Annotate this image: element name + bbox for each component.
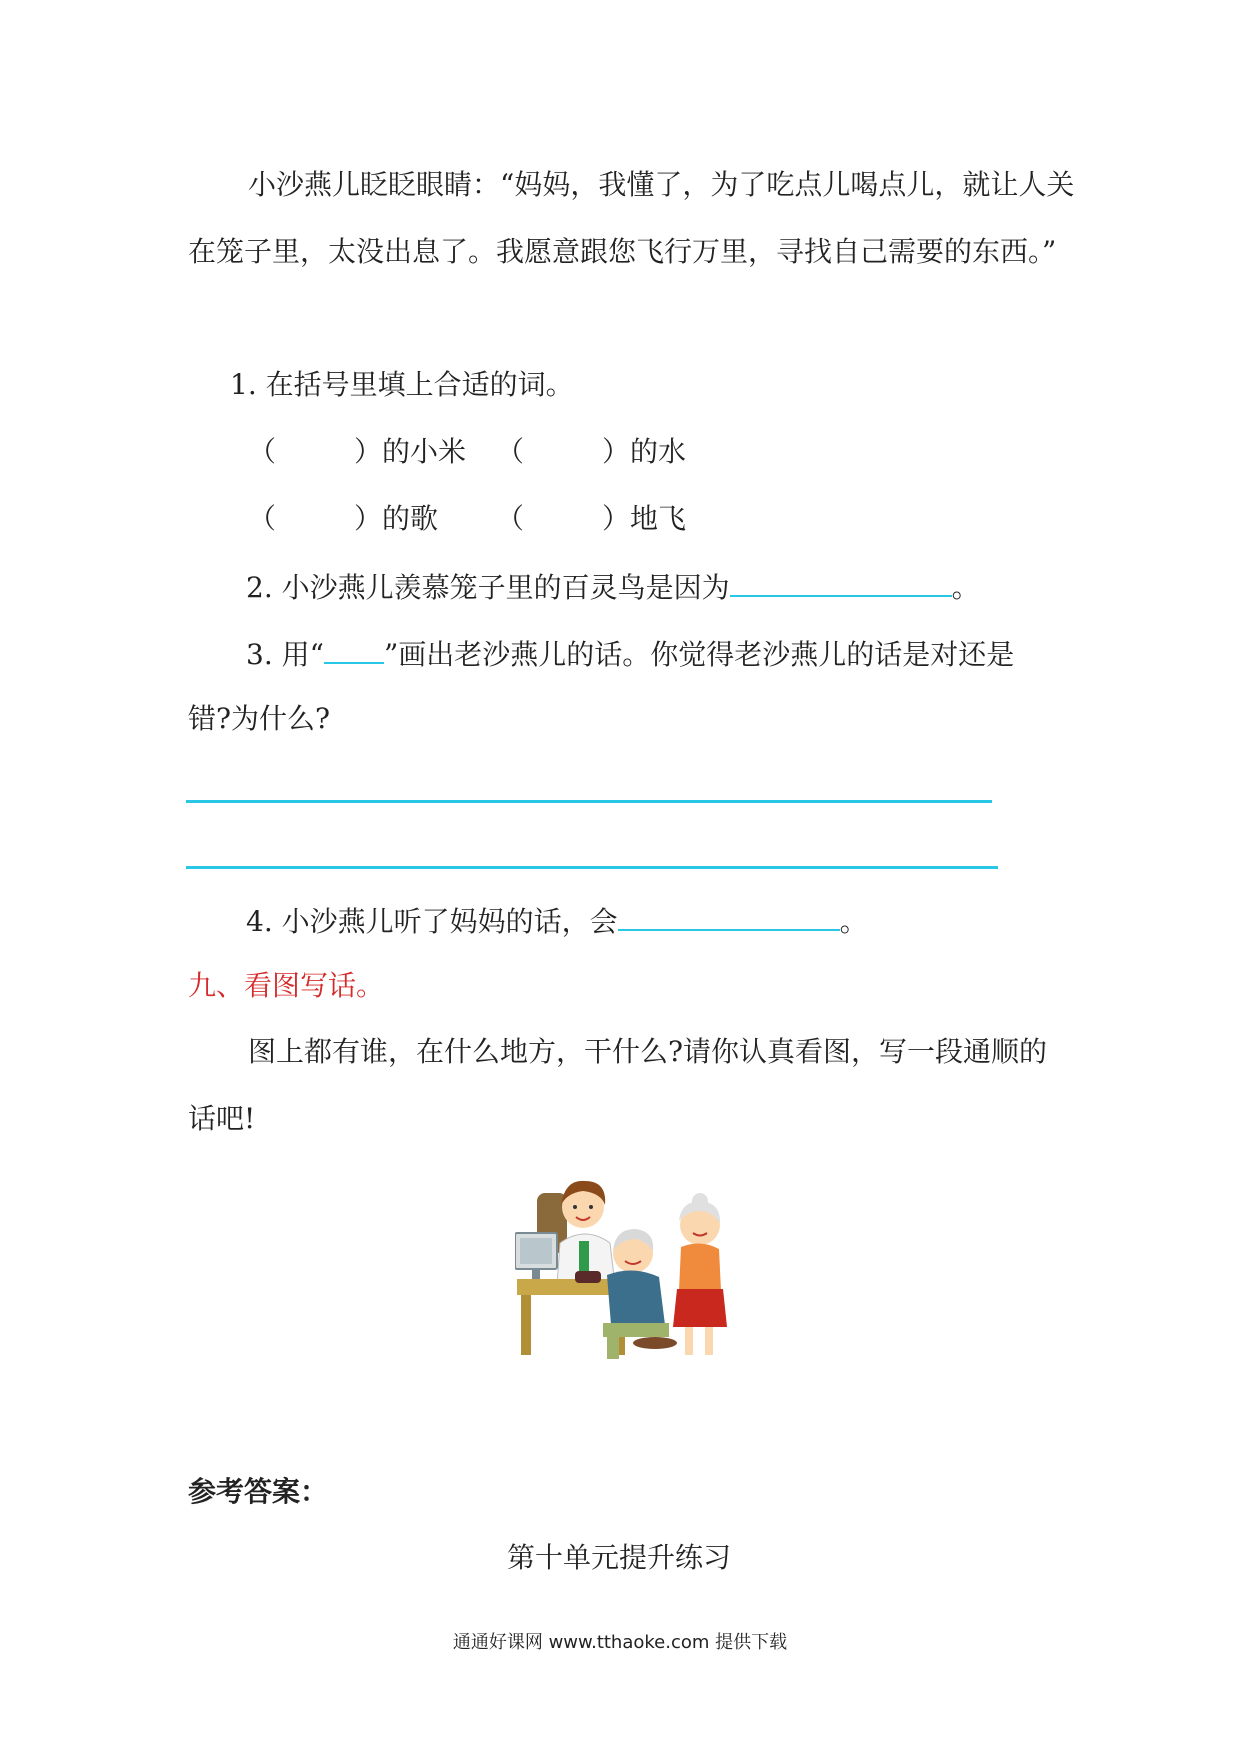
passage-line-1: 小沙燕儿眨眨眼睛：“妈妈，我懂了，为了吃点儿喝点儿，就让人关 bbox=[248, 168, 1075, 201]
passage-line-2: 在笼子里，太没出息了。我愿意跟您飞行万里，寻找自己需要的东西。” bbox=[188, 235, 1057, 268]
blood-pressure-cuff bbox=[575, 1271, 601, 1283]
question-3 bbox=[246, 632, 1014, 675]
question-1: 1. 在括号里填上合适的词。 bbox=[230, 368, 574, 401]
question-1-row-1 bbox=[248, 432, 686, 472]
answer-blank[interactable] bbox=[730, 565, 952, 597]
paren-close-phrase: ）的歌 bbox=[354, 502, 439, 535]
question-4-period: 。 bbox=[839, 905, 868, 938]
paren-close-phrase: ）的小米 bbox=[354, 435, 467, 468]
question-3-prefix: 3. 用“ bbox=[246, 638, 324, 671]
paren-open: （ bbox=[496, 502, 525, 535]
question-4-text: 4. 小沙燕儿听了妈妈的话，会 bbox=[246, 905, 618, 938]
paren-open: （ bbox=[248, 435, 277, 468]
paren-close-phrase: ）的水 bbox=[602, 435, 687, 468]
section-9-heading: 九、看图写话。 bbox=[188, 969, 385, 1002]
answer-line-2[interactable] bbox=[186, 866, 998, 869]
paren-open: （ bbox=[248, 502, 277, 535]
elderly-man-body bbox=[607, 1270, 665, 1325]
question-2 bbox=[246, 565, 980, 608]
paren-open: （ bbox=[496, 435, 525, 468]
question-3-suffix: ”画出老沙燕儿的话。你觉得老沙燕儿的话是对还是 bbox=[383, 638, 1015, 671]
footer-source: 通通好课网 www.tthaoke.com 提供下载 bbox=[452, 1632, 788, 1653]
underline-sample bbox=[324, 632, 384, 664]
answer-blank[interactable] bbox=[618, 899, 840, 931]
question-3-line-2: 错?为什么? bbox=[188, 702, 331, 735]
question-2-text: 2. 小沙燕儿羡慕笼子里的百灵鸟是因为 bbox=[246, 571, 730, 604]
doctor-checkup-illustration bbox=[515, 1165, 745, 1365]
question-4 bbox=[246, 899, 868, 942]
answers-heading: 参考答案： bbox=[188, 1475, 329, 1508]
question-1-row-2 bbox=[248, 499, 686, 539]
question-2-period: 。 bbox=[951, 571, 980, 604]
section-9-prompt-line-2: 话吧! bbox=[188, 1102, 256, 1135]
elderly-woman-body bbox=[679, 1243, 721, 1291]
unit-title: 第十单元提升练习 bbox=[507, 1541, 732, 1574]
paren-close-phrase: ）地飞 bbox=[602, 502, 687, 535]
section-9-prompt-line-1: 图上都有谁，在什么地方，干什么?请你认真看图，写一段通顺的 bbox=[248, 1035, 1048, 1068]
answer-line-1[interactable] bbox=[186, 800, 992, 803]
